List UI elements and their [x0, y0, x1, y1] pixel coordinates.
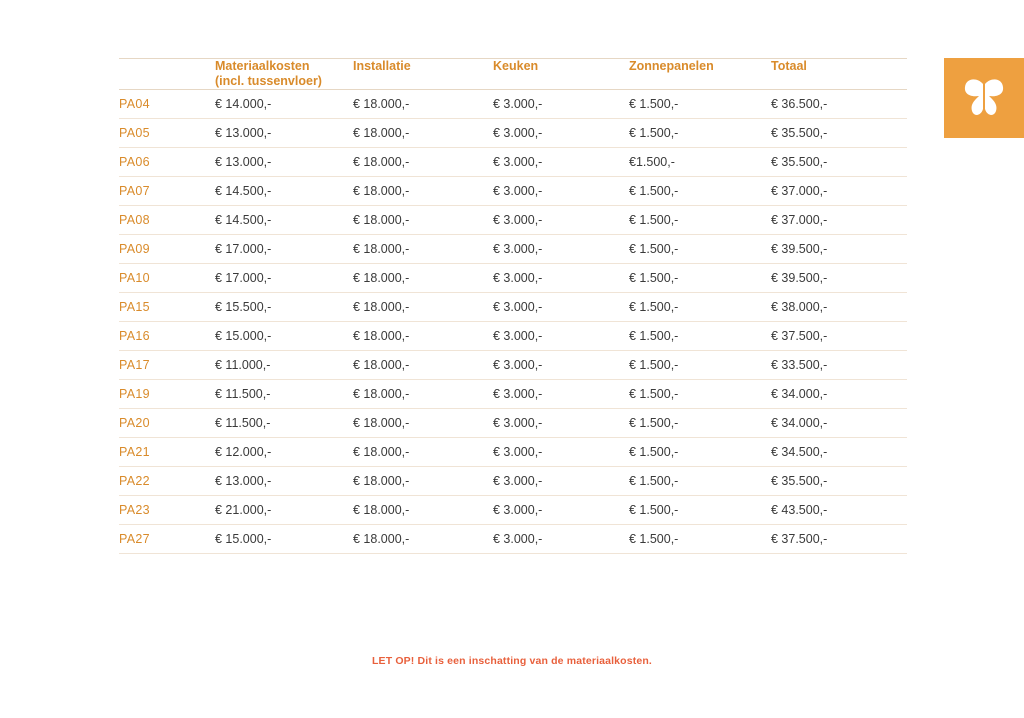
table-row — [119, 293, 907, 322]
cell-totaal: € 43.500,- — [771, 503, 828, 517]
cell-zonnepanelen: € 1.500,- — [629, 329, 679, 343]
cell-keuken: € 3.000,- — [493, 155, 543, 169]
cost-table-container — [119, 58, 907, 554]
cell-totaal: € 39.500,- — [771, 242, 828, 256]
cell-keuken: € 3.000,- — [493, 126, 543, 140]
cell-totaal: € 37.000,- — [771, 213, 828, 227]
cell-keuken: € 3.000,- — [493, 445, 543, 459]
cell-installatie: € 18.000,- — [353, 271, 410, 285]
cell-installatie: € 18.000,- — [353, 97, 410, 111]
cell-zonnepanelen: € 1.500,- — [629, 184, 679, 198]
cell-zonnepanelen: € 1.500,- — [629, 126, 679, 140]
cell-totaal: € 34.000,- — [771, 387, 828, 401]
cell-zonnepanelen: € 1.500,- — [629, 271, 679, 285]
table-row — [119, 438, 907, 467]
cell-code: PA10 — [119, 271, 150, 285]
cell-zonnepanelen: € 1.500,- — [629, 213, 679, 227]
cell-materiaalkosten: € 15.500,- — [215, 300, 272, 314]
cell-installatie: € 18.000,- — [353, 300, 410, 314]
cell-totaal: € 34.000,- — [771, 416, 828, 430]
cell-installatie: € 18.000,- — [353, 387, 410, 401]
cell-code: PA23 — [119, 503, 150, 517]
table-header-row — [119, 59, 907, 90]
cell-code: PA07 — [119, 184, 150, 198]
cell-materiaalkosten: € 11.500,- — [215, 387, 271, 401]
cell-materiaalkosten: € 14.500,- — [215, 184, 272, 198]
cell-keuken: € 3.000,- — [493, 97, 543, 111]
table-row — [119, 206, 907, 235]
cell-materiaalkosten: € 21.000,- — [215, 503, 272, 517]
cell-zonnepanelen: € 1.500,- — [629, 445, 679, 459]
cell-materiaalkosten: € 14.500,- — [215, 213, 272, 227]
table-row — [119, 496, 907, 525]
table-row — [119, 119, 907, 148]
cell-keuken: € 3.000,- — [493, 358, 543, 372]
cell-installatie: € 18.000,- — [353, 503, 410, 517]
cell-code: PA19 — [119, 387, 150, 401]
cell-code: PA16 — [119, 329, 150, 343]
cell-totaal: € 37.500,- — [771, 532, 828, 546]
cell-code: PA06 — [119, 155, 150, 169]
cell-zonnepanelen: € 1.500,- — [629, 242, 679, 256]
cell-installatie: € 18.000,- — [353, 358, 410, 372]
cell-zonnepanelen: € 1.500,- — [629, 416, 679, 430]
cell-code: PA17 — [119, 358, 150, 372]
column-header-keuken: Keuken — [493, 59, 539, 73]
cell-keuken: € 3.000,- — [493, 532, 543, 546]
cost-table — [119, 58, 907, 554]
cell-installatie: € 18.000,- — [353, 155, 410, 169]
cell-materiaalkosten: € 12.000,- — [215, 445, 272, 459]
cell-totaal: € 37.000,- — [771, 184, 828, 198]
table-row — [119, 380, 907, 409]
cell-totaal: € 35.500,- — [771, 474, 828, 488]
table-body — [119, 90, 907, 554]
cell-materiaalkosten: € 14.000,- — [215, 97, 272, 111]
cell-totaal: € 38.000,- — [771, 300, 828, 314]
cell-keuken: € 3.000,- — [493, 416, 543, 430]
cell-keuken: € 3.000,- — [493, 213, 543, 227]
table-row — [119, 351, 907, 380]
cell-materiaalkosten: € 17.000,- — [215, 242, 272, 256]
table-row — [119, 264, 907, 293]
table-row — [119, 467, 907, 496]
cell-zonnepanelen: € 1.500,- — [629, 474, 679, 488]
cell-code: PA08 — [119, 213, 150, 227]
cell-code: PA09 — [119, 242, 150, 256]
cell-materiaalkosten: € 15.000,- — [215, 329, 272, 343]
cell-totaal: € 36.500,- — [771, 97, 828, 111]
footnote-text: LET OP! Dit is een inschatting van de materiaalkosten. — [371, 655, 652, 667]
table-row — [119, 177, 907, 206]
cell-keuken: € 3.000,- — [493, 474, 543, 488]
cell-totaal: € 35.500,- — [771, 126, 828, 140]
column-header-installatie: Installatie — [353, 59, 411, 73]
table-row — [119, 90, 907, 119]
cell-totaal: € 39.500,- — [771, 271, 828, 285]
cell-zonnepanelen: € 1.500,- — [629, 532, 679, 546]
cell-keuken: € 3.000,- — [493, 242, 543, 256]
cell-installatie: € 18.000,- — [353, 474, 410, 488]
cell-totaal: € 37.500,- — [771, 329, 828, 343]
column-header-zonnepanelen: Zonnepanelen — [629, 59, 714, 73]
cell-zonnepanelen: € 1.500,- — [629, 358, 679, 372]
cell-keuken: € 3.000,- — [493, 271, 543, 285]
cell-zonnepanelen: € 1.500,- — [629, 97, 679, 111]
cell-materiaalkosten: € 11.000,- — [215, 358, 271, 372]
table-row — [119, 409, 907, 438]
cell-installatie: € 18.000,- — [353, 126, 410, 140]
cell-code: PA21 — [119, 445, 150, 459]
cell-keuken: € 3.000,- — [493, 184, 543, 198]
butterfly-icon — [962, 78, 1006, 118]
cell-keuken: € 3.000,- — [493, 329, 543, 343]
cell-zonnepanelen: € 1.500,- — [629, 503, 679, 517]
cell-zonnepanelen: € 1.500,- — [629, 300, 679, 314]
cell-installatie: € 18.000,- — [353, 213, 410, 227]
brand-logo — [944, 58, 1024, 138]
cell-zonnepanelen: €1.500,- — [629, 155, 675, 169]
table-row — [119, 235, 907, 264]
column-header-code — [119, 59, 215, 90]
table-header — [119, 59, 907, 90]
cell-totaal: € 34.500,- — [771, 445, 828, 459]
cell-code: PA04 — [119, 97, 150, 111]
cell-code: PA15 — [119, 300, 150, 314]
cell-materiaalkosten: € 15.000,- — [215, 532, 272, 546]
cell-materiaalkosten: € 13.000,- — [215, 155, 272, 169]
column-header-materiaalkosten — [215, 59, 353, 90]
cell-keuken: € 3.000,- — [493, 300, 543, 314]
cell-keuken: € 3.000,- — [493, 387, 543, 401]
cell-materiaalkosten: € 17.000,- — [215, 271, 272, 285]
cell-code: PA20 — [119, 416, 150, 430]
cell-zonnepanelen: € 1.500,- — [629, 387, 679, 401]
cell-installatie: € 18.000,- — [353, 445, 410, 459]
column-header-materiaalkosten-line2: (incl. tussenvloer) — [215, 74, 322, 88]
cell-totaal: € 33.500,- — [771, 358, 828, 372]
cell-code: PA22 — [119, 474, 150, 488]
cell-keuken: € 3.000,- — [493, 503, 543, 517]
table-row — [119, 525, 907, 554]
cell-materiaalkosten: € 13.000,- — [215, 126, 272, 140]
cell-installatie: € 18.000,- — [353, 184, 410, 198]
cell-materiaalkosten: € 11.500,- — [215, 416, 271, 430]
column-header-materiaalkosten-line1: Materiaalkosten — [215, 59, 310, 73]
cell-code: PA05 — [119, 126, 150, 140]
table-row — [119, 322, 907, 351]
cell-installatie: € 18.000,- — [353, 416, 410, 430]
column-header-totaal: Totaal — [771, 59, 807, 73]
cell-code: PA27 — [119, 532, 150, 546]
cell-materiaalkosten: € 13.000,- — [215, 474, 272, 488]
cell-installatie: € 18.000,- — [353, 329, 410, 343]
table-row — [119, 148, 907, 177]
cell-installatie: € 18.000,- — [353, 532, 410, 546]
cell-totaal: € 35.500,- — [771, 155, 828, 169]
cell-installatie: € 18.000,- — [353, 242, 410, 256]
